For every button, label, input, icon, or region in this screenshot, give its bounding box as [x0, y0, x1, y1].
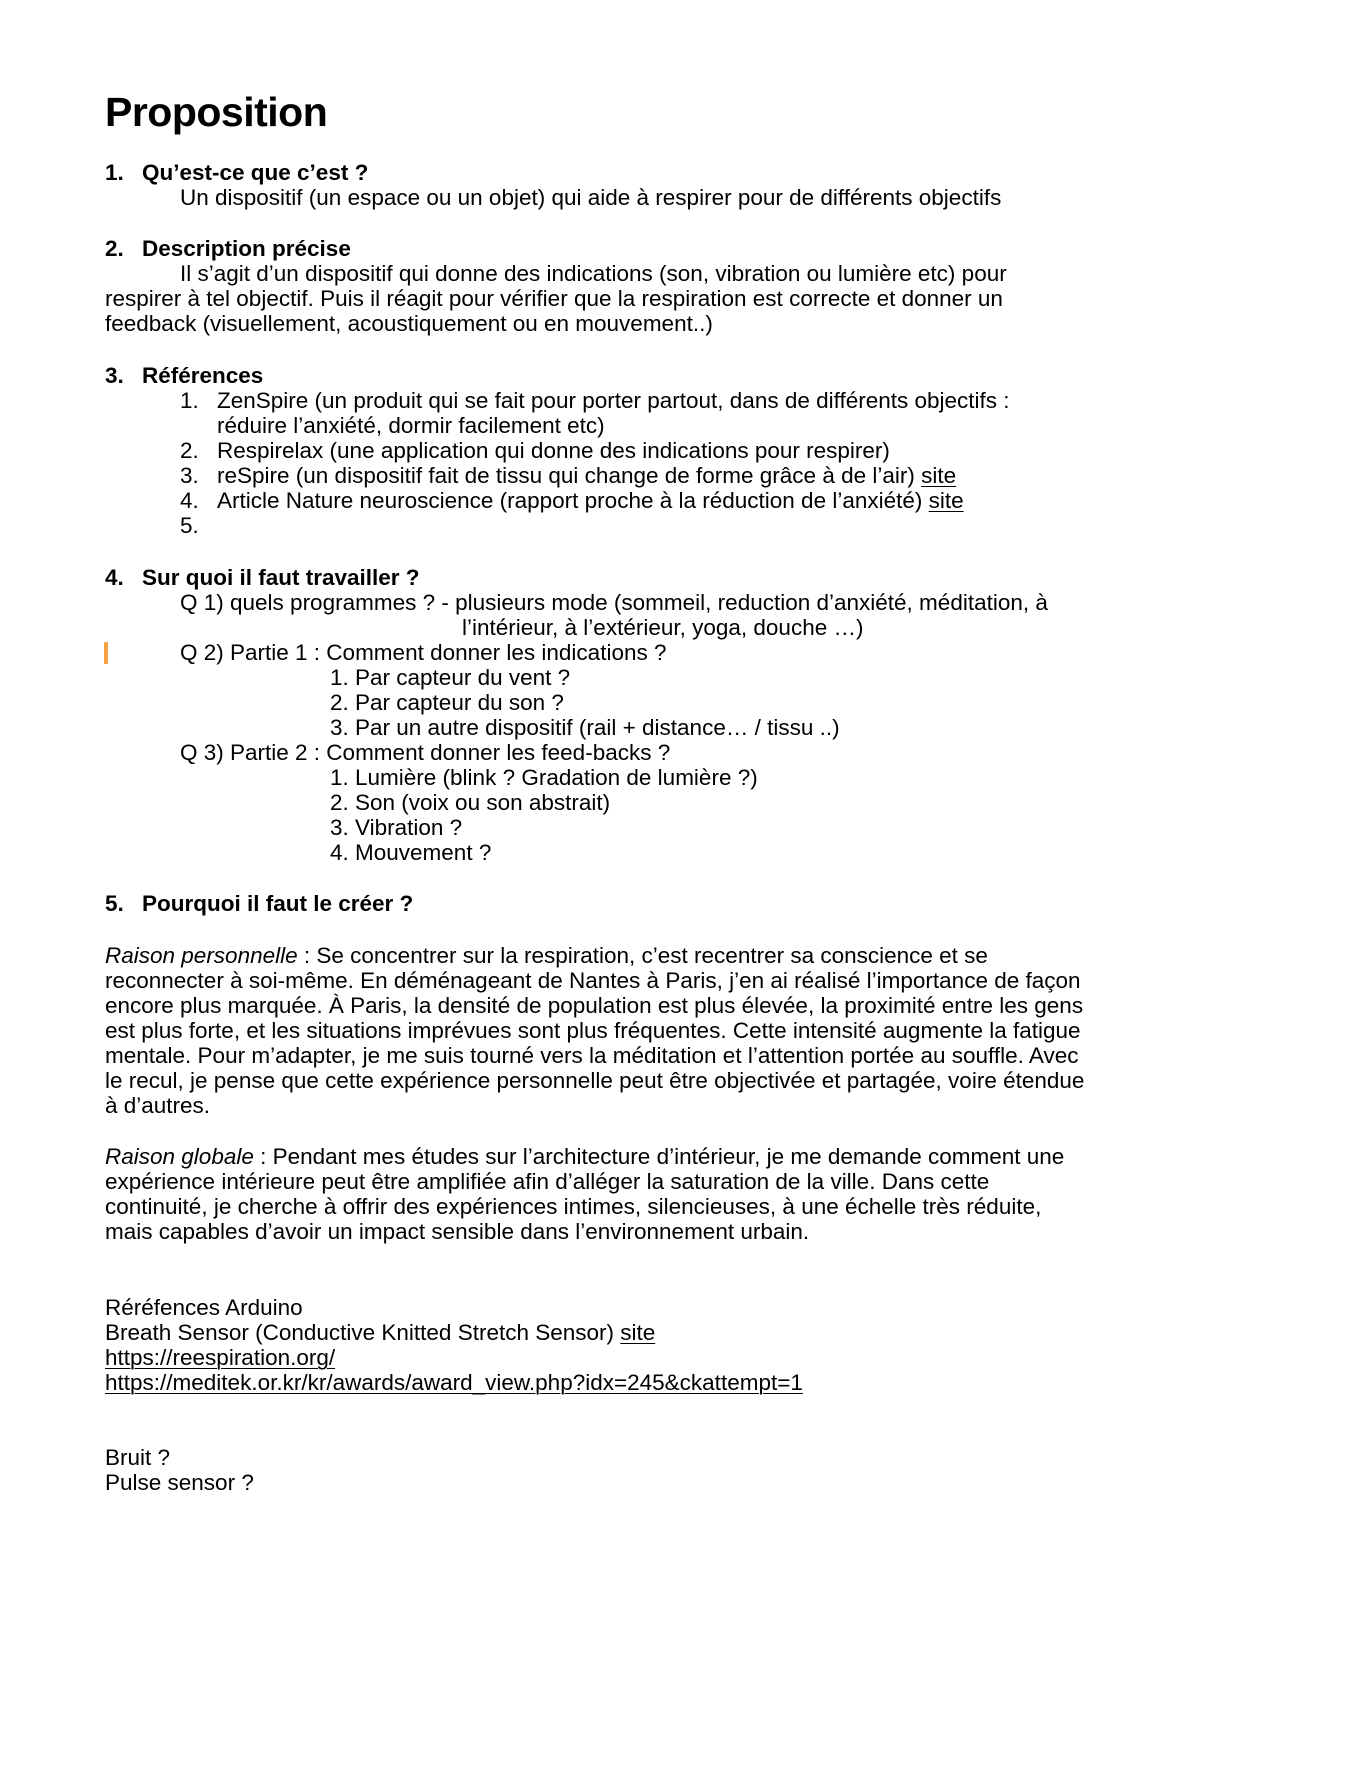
list-item: Respirelax (une application qui donne des indications pour respirer)	[217, 438, 890, 463]
paragraph-line: encore plus marquée. À Paris, la densité de population est plus élevée, la proximité entre les gens	[105, 993, 1084, 1018]
paragraph-line: le recul, je pense que cette expérience personnelle peut être objectivée et partagée, voire étendue	[105, 1068, 1085, 1093]
section-number: 3.	[105, 363, 124, 388]
section-heading: Pourquoi il faut le créer ?	[142, 891, 414, 916]
paragraph-line: reconnecter à soi-même. En déménageant de Nantes à Paris, j’en ai réalisé l’importance de façon	[105, 968, 1081, 993]
section-body: Un dispositif (un espace ou un objet) qui aide à respirer pour de différents objectifs	[180, 185, 1002, 210]
body-line: feedback (visuellement, acoustiquement ou en mouvement..)	[105, 311, 713, 336]
section-number: 1.	[105, 160, 124, 185]
paragraph-line	[105, 943, 988, 968]
paragraph-line: est plus forte, et les situations imprévues sont plus fréquentes. Cette intensité augmente la fatigue	[105, 1018, 1081, 1043]
paragraph-text: : Pendant mes études sur l’architecture d’intérieur, je me demande comment une	[253, 1144, 1065, 1169]
section-heading: Qu’est-ce que c’est ?	[142, 160, 369, 185]
paragraph-line: continuité, je cherche à offrir des expériences intimes, silencieuses, à une échelle très réduite,	[105, 1194, 1042, 1219]
text-cursor-marker	[104, 642, 108, 664]
question-2-item: 3. Par un autre dispositif (rail + distance… / tissu ..)	[330, 715, 840, 740]
question-3-item: 2. Son (voix ou son abstrait)	[330, 790, 611, 815]
question-3: Q 3) Partie 2 : Comment donner les feed-backs ?	[180, 740, 671, 765]
question-2-item: 2. Par capteur du son ?	[330, 690, 564, 715]
question-1: Q 1) quels programmes ? - plusieurs mode (sommeil, reduction d’anxiété, méditation, à	[180, 590, 1048, 615]
paragraph-line: à d’autres.	[105, 1093, 211, 1118]
nature-article-site-link[interactable]: site	[928, 488, 964, 513]
breath-sensor-text: Breath Sensor (Conductive Knitted Stretch Sensor)	[105, 1320, 621, 1345]
question-3-item: 3. Vibration ?	[330, 815, 463, 840]
breath-sensor-site-link[interactable]: site	[620, 1320, 656, 1345]
section-number: 5.	[105, 891, 124, 916]
note-item: Pulse sensor ?	[105, 1470, 254, 1495]
paragraph-label: Raison globale	[105, 1144, 254, 1169]
list-number: 1.	[180, 388, 199, 413]
list-number: 5.	[180, 513, 199, 538]
paragraph-line: expérience intérieure peut être amplifiée afin d’alléger la saturation de la ville. Dans cette	[105, 1169, 990, 1194]
section-heading: Description précise	[142, 236, 351, 261]
paragraph-text: : Se concentrer sur la respiration, c’est recentrer sa conscience et se	[297, 943, 988, 968]
list-item	[217, 463, 956, 488]
body-line: respirer à tel objectif. Puis il réagit pour vérifier que la respiration est correcte et donner un	[105, 286, 1003, 311]
list-number: 4.	[180, 488, 199, 513]
list-item: réduire l’anxiété, dormir facilement etc)	[217, 413, 605, 438]
body-line: Il s’agit d’un dispositif qui donne des indications (son, vibration ou lumière etc) pour	[180, 261, 1007, 286]
breath-sensor-line	[105, 1320, 655, 1345]
arduino-heading: Réréfences Arduino	[105, 1295, 303, 1320]
question-3-item: 4. Mouvement ?	[330, 840, 492, 865]
section-heading: Références	[142, 363, 264, 388]
list-item-text: reSpire (un dispositif fait de tissu qui change de forme grâce à de l’air)	[217, 463, 922, 488]
list-item	[217, 488, 964, 513]
section-number: 4.	[105, 565, 124, 590]
question-1-continuation: l’intérieur, à l’extérieur, yoga, douche …)	[462, 615, 864, 640]
paragraph-label: Raison personnelle	[105, 943, 298, 968]
paragraph-line: mentale. Pour m’adapter, je me suis tourné vers la méditation et l’attention portée au souffle. Avec	[105, 1043, 1079, 1068]
page-title: Proposition	[105, 89, 328, 135]
section-heading: Sur quoi il faut travailler ?	[142, 565, 420, 590]
respire-site-link[interactable]: site	[921, 463, 957, 488]
question-2-item: 1. Par capteur du vent ?	[330, 665, 571, 690]
list-number: 3.	[180, 463, 199, 488]
list-item: ZenSpire (un produit qui se fait pour porter partout, dans de différents objectifs :	[217, 388, 1010, 413]
reespiration-link[interactable]: https://reespiration.org/	[105, 1345, 336, 1370]
list-number: 2.	[180, 438, 199, 463]
paragraph-line: mais capables d’avoir un impact sensible dans l’environnement urbain.	[105, 1219, 810, 1244]
paragraph-line	[105, 1144, 1064, 1169]
question-2: Q 2) Partie 1 : Comment donner les indications ?	[180, 640, 667, 665]
question-3-item: 1. Lumière (blink ? Gradation de lumière ?)	[330, 765, 758, 790]
meditek-link[interactable]: https://meditek.or.kr/kr/awards/award_view.php?idx=245&ckattempt=1	[105, 1370, 803, 1395]
list-item-text: Article Nature neuroscience (rapport proche à la réduction de l’anxiété)	[217, 488, 929, 513]
note-item: Bruit ?	[105, 1445, 171, 1470]
section-number: 2.	[105, 236, 124, 261]
